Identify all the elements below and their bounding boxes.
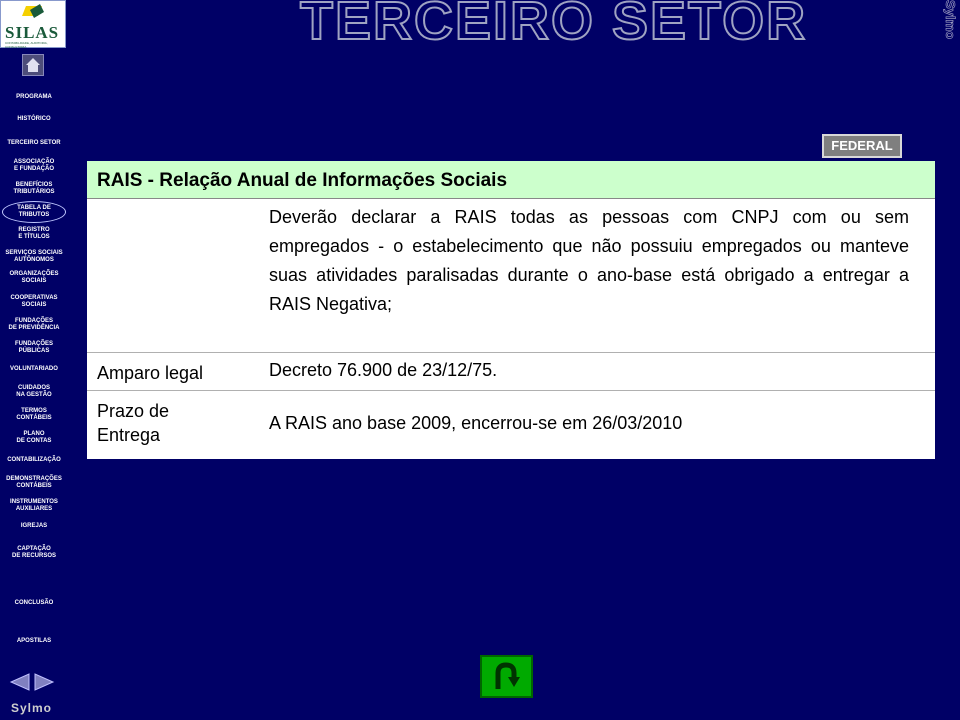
logo-emblem-icon bbox=[2, 2, 66, 24]
watermark-sylmo: Sylmo bbox=[11, 701, 53, 715]
rais-table bbox=[87, 161, 935, 459]
sidebar-item[interactable]: SERVIÇOS SOCIAIS AUTÔNOMOS bbox=[5, 250, 63, 263]
table-row bbox=[87, 199, 935, 353]
sidebar-item[interactable]: TERCEIRO SETOR bbox=[7, 140, 61, 146]
sidebar-item[interactable]: CUIDADOS NA GESTÃO bbox=[16, 385, 52, 398]
sidebar-item[interactable]: REGISTRO E TÍTULOS bbox=[18, 227, 50, 240]
sidebar-item[interactable]: DEMONSTRAÇÕES CONTÁBEIS bbox=[6, 476, 62, 489]
back-button[interactable] bbox=[480, 655, 533, 698]
sidebar-item[interactable]: PLANO DE CONTAS bbox=[16, 431, 52, 444]
home-button[interactable] bbox=[22, 54, 44, 76]
row-value: A RAIS ano base 2009, encerrou-se em 26/03/2010 bbox=[269, 413, 683, 433]
company-logo bbox=[0, 0, 66, 48]
sidebar-item[interactable]: CONCLUSÃO bbox=[14, 600, 54, 606]
sidebar-item[interactable]: BENEFÍCIOS TRIBUTÁRIOS bbox=[13, 182, 55, 195]
sidebar-item[interactable]: CAPTAÇÃO DE RECURSOS bbox=[11, 546, 56, 559]
sidebar-item[interactable]: PROGRAMA bbox=[16, 94, 52, 100]
row-value: Decreto 76.900 de 23/12/75. bbox=[269, 360, 498, 380]
home-icon bbox=[25, 57, 41, 73]
federal-tag-button[interactable]: FEDERAL bbox=[822, 134, 902, 158]
sidebar-item[interactable]: CONTABILIZAÇÃO bbox=[7, 457, 61, 463]
page-title: TERCEIRO SETOR bbox=[300, 0, 808, 51]
table-row bbox=[87, 391, 935, 459]
prev-button[interactable] bbox=[9, 672, 31, 692]
logo-subtext: CONTABILIDADE, AUDITORIA, CONSULTORIA bbox=[5, 41, 48, 49]
sidebar bbox=[0, 0, 68, 720]
row-value: Deverão declarar a RAIS todas as pessoas com CNPJ com ou sem empregados - o estabelecimento que não possuiu empregados ou manteve suas atividades paralisadas durante o ano-base está obrigado a entregar a RAIS Negativa; bbox=[269, 207, 909, 314]
sidebar-item[interactable]: APOSTILAS bbox=[16, 638, 52, 644]
sidebar-item[interactable]: TABELA DE TRIBUTOS bbox=[2, 201, 66, 223]
table-heading-text: RAIS - Relação Anual de Informações Sociais bbox=[97, 170, 508, 191]
sidebar-item[interactable]: FUNDAÇÕES PÚBLICAS bbox=[14, 341, 53, 354]
sidebar-item[interactable]: ASSOCIAÇÃO E FUNDAÇÃO bbox=[13, 159, 55, 172]
arrow-left-icon bbox=[11, 674, 29, 690]
logo-text: SILAS bbox=[5, 23, 60, 42]
sidebar-item[interactable]: VOLUNTARIADO bbox=[10, 366, 58, 372]
watermark-sylmo-vertical: Sylmo bbox=[943, 0, 958, 40]
row-label: Prazo de Entrega bbox=[97, 401, 170, 445]
table-row bbox=[87, 353, 935, 391]
sidebar-item[interactable]: ORGANIZAÇÕES SOCIAIS bbox=[9, 271, 59, 284]
row-label: Amparo legal bbox=[97, 363, 204, 383]
sidebar-item[interactable]: INSTRUMENTOS AUXILIARES bbox=[10, 499, 58, 512]
sidebar-item[interactable]: IGREJAS bbox=[20, 523, 48, 529]
sidebar-item[interactable]: FUNDAÇÕES DE PREVIDÊNCIA bbox=[8, 318, 60, 331]
table-heading bbox=[87, 161, 935, 199]
u-turn-icon bbox=[482, 657, 531, 696]
sidebar-item[interactable]: HISTÓRICO bbox=[17, 116, 51, 122]
sidebar-item[interactable]: COOPERATIVAS SOCIAIS bbox=[10, 295, 58, 308]
arrow-right-icon bbox=[35, 674, 53, 690]
next-button[interactable] bbox=[33, 672, 55, 692]
sidebar-item[interactable]: TERMOS CONTÁBEIS bbox=[16, 408, 52, 421]
